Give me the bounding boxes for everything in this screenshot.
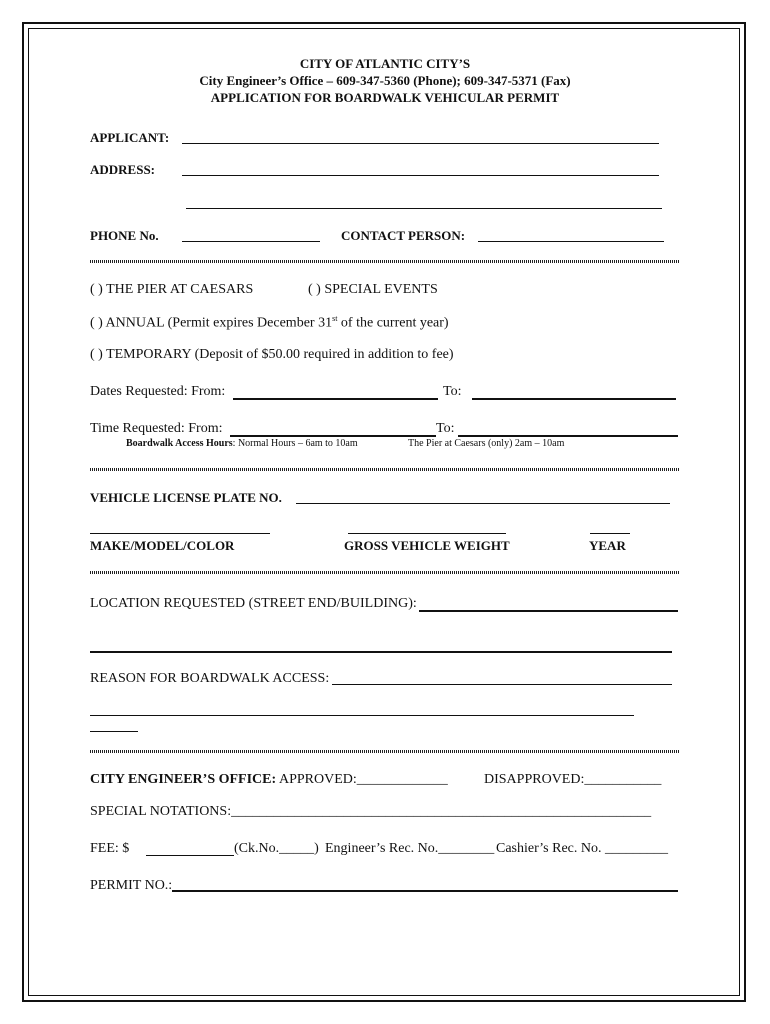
option-special-events[interactable]: ( ) SPECIAL EVENTS	[308, 282, 438, 297]
permit-field[interactable]	[172, 890, 678, 892]
header-office: City Engineer’s Office – 609-347-5360 (Phone); 609-347-5371 (Fax)	[199, 73, 571, 88]
address-field-1[interactable]	[182, 175, 659, 176]
disapproved-field[interactable]: DISAPPROVED:___________	[484, 772, 662, 787]
reason-field[interactable]	[332, 684, 672, 685]
dates-to-label: To:	[443, 384, 462, 399]
address-label: ADDRESS:	[90, 162, 156, 177]
time-to-field[interactable]	[458, 435, 678, 437]
divider	[90, 750, 680, 753]
phone-label: PHONE No.	[90, 228, 159, 243]
header-city: CITY OF ATLANTIC CITY’S	[299, 56, 471, 71]
dates-to-field[interactable]	[472, 398, 676, 400]
reason-label: REASON FOR BOARDWALK ACCESS:	[90, 671, 330, 686]
dates-from-field[interactable]	[233, 398, 438, 400]
year-field[interactable]	[590, 533, 630, 534]
access-hours-title: Boardwalk Access Hours	[126, 438, 233, 449]
option-temporary[interactable]: ( ) TEMPORARY (Deposit of $50.00 required in addition to fee)	[90, 347, 454, 362]
reason-field-3[interactable]	[90, 731, 138, 732]
make-field[interactable]	[90, 533, 270, 534]
weight-label: GROSS VEHICLE WEIGHT	[344, 538, 510, 553]
year-label: YEAR	[589, 538, 626, 553]
address-field-2[interactable]	[186, 208, 662, 209]
permit-label: PERMIT NO.:	[90, 878, 173, 893]
cashier-receipt-field[interactable]: Cashier’s Rec. No. _________	[496, 841, 668, 856]
location-field[interactable]	[419, 610, 678, 612]
divider	[90, 468, 680, 471]
location-label: LOCATION REQUESTED (STREET END/BUILDING):	[90, 596, 417, 611]
contact-label: CONTACT PERSON:	[341, 228, 466, 243]
approved-field[interactable]: APPROVED:_____________	[279, 772, 448, 787]
applicant-label: APPLICANT:	[90, 130, 170, 145]
phone-field[interactable]	[182, 241, 320, 242]
plate-field[interactable]	[296, 503, 670, 504]
option-annual-text: ( ) ANNUAL (Permit expires December 31	[90, 315, 333, 331]
dates-label: Dates Requested: From:	[90, 384, 226, 399]
time-from-field[interactable]	[230, 435, 436, 437]
option-pier[interactable]: ( ) THE PIER AT CAESARS	[90, 282, 254, 297]
divider	[90, 260, 680, 263]
notations-field[interactable]: SPECIAL NOTATIONS:____________________________________________________________	[90, 804, 652, 819]
access-hours-note	[126, 438, 358, 449]
make-label: MAKE/MODEL/COLOR	[90, 538, 235, 553]
access-hours-normal: : Normal Hours – 6am to 10am	[232, 438, 358, 449]
option-annual[interactable]	[90, 314, 449, 332]
option-annual-tail: of the current year)	[337, 315, 449, 331]
access-hours-pier: The Pier at Caesars (only) 2am – 10am	[408, 438, 565, 449]
time-label: Time Requested: From:	[90, 421, 223, 436]
weight-field[interactable]	[348, 533, 506, 534]
check-number-field[interactable]: (Ck.No._____)	[234, 841, 319, 856]
contact-field[interactable]	[478, 241, 664, 242]
time-to-label: To:	[436, 421, 455, 436]
fee-label: FEE: $	[90, 841, 130, 856]
location-field-2[interactable]	[90, 651, 672, 653]
office-label: CITY ENGINEER’S OFFICE:	[90, 772, 277, 787]
header-title: APPLICATION FOR BOARDWALK VEHICULAR PERMIT	[210, 90, 560, 105]
divider	[90, 571, 680, 574]
applicant-field[interactable]	[182, 143, 659, 144]
fee-field[interactable]	[146, 855, 234, 856]
plate-label: VEHICLE LICENSE PLATE NO.	[90, 490, 282, 505]
reason-field-2[interactable]	[90, 715, 634, 716]
engineer-receipt-field[interactable]: Engineer’s Rec. No.________	[325, 841, 495, 856]
option-annual-sup: st	[332, 314, 338, 323]
